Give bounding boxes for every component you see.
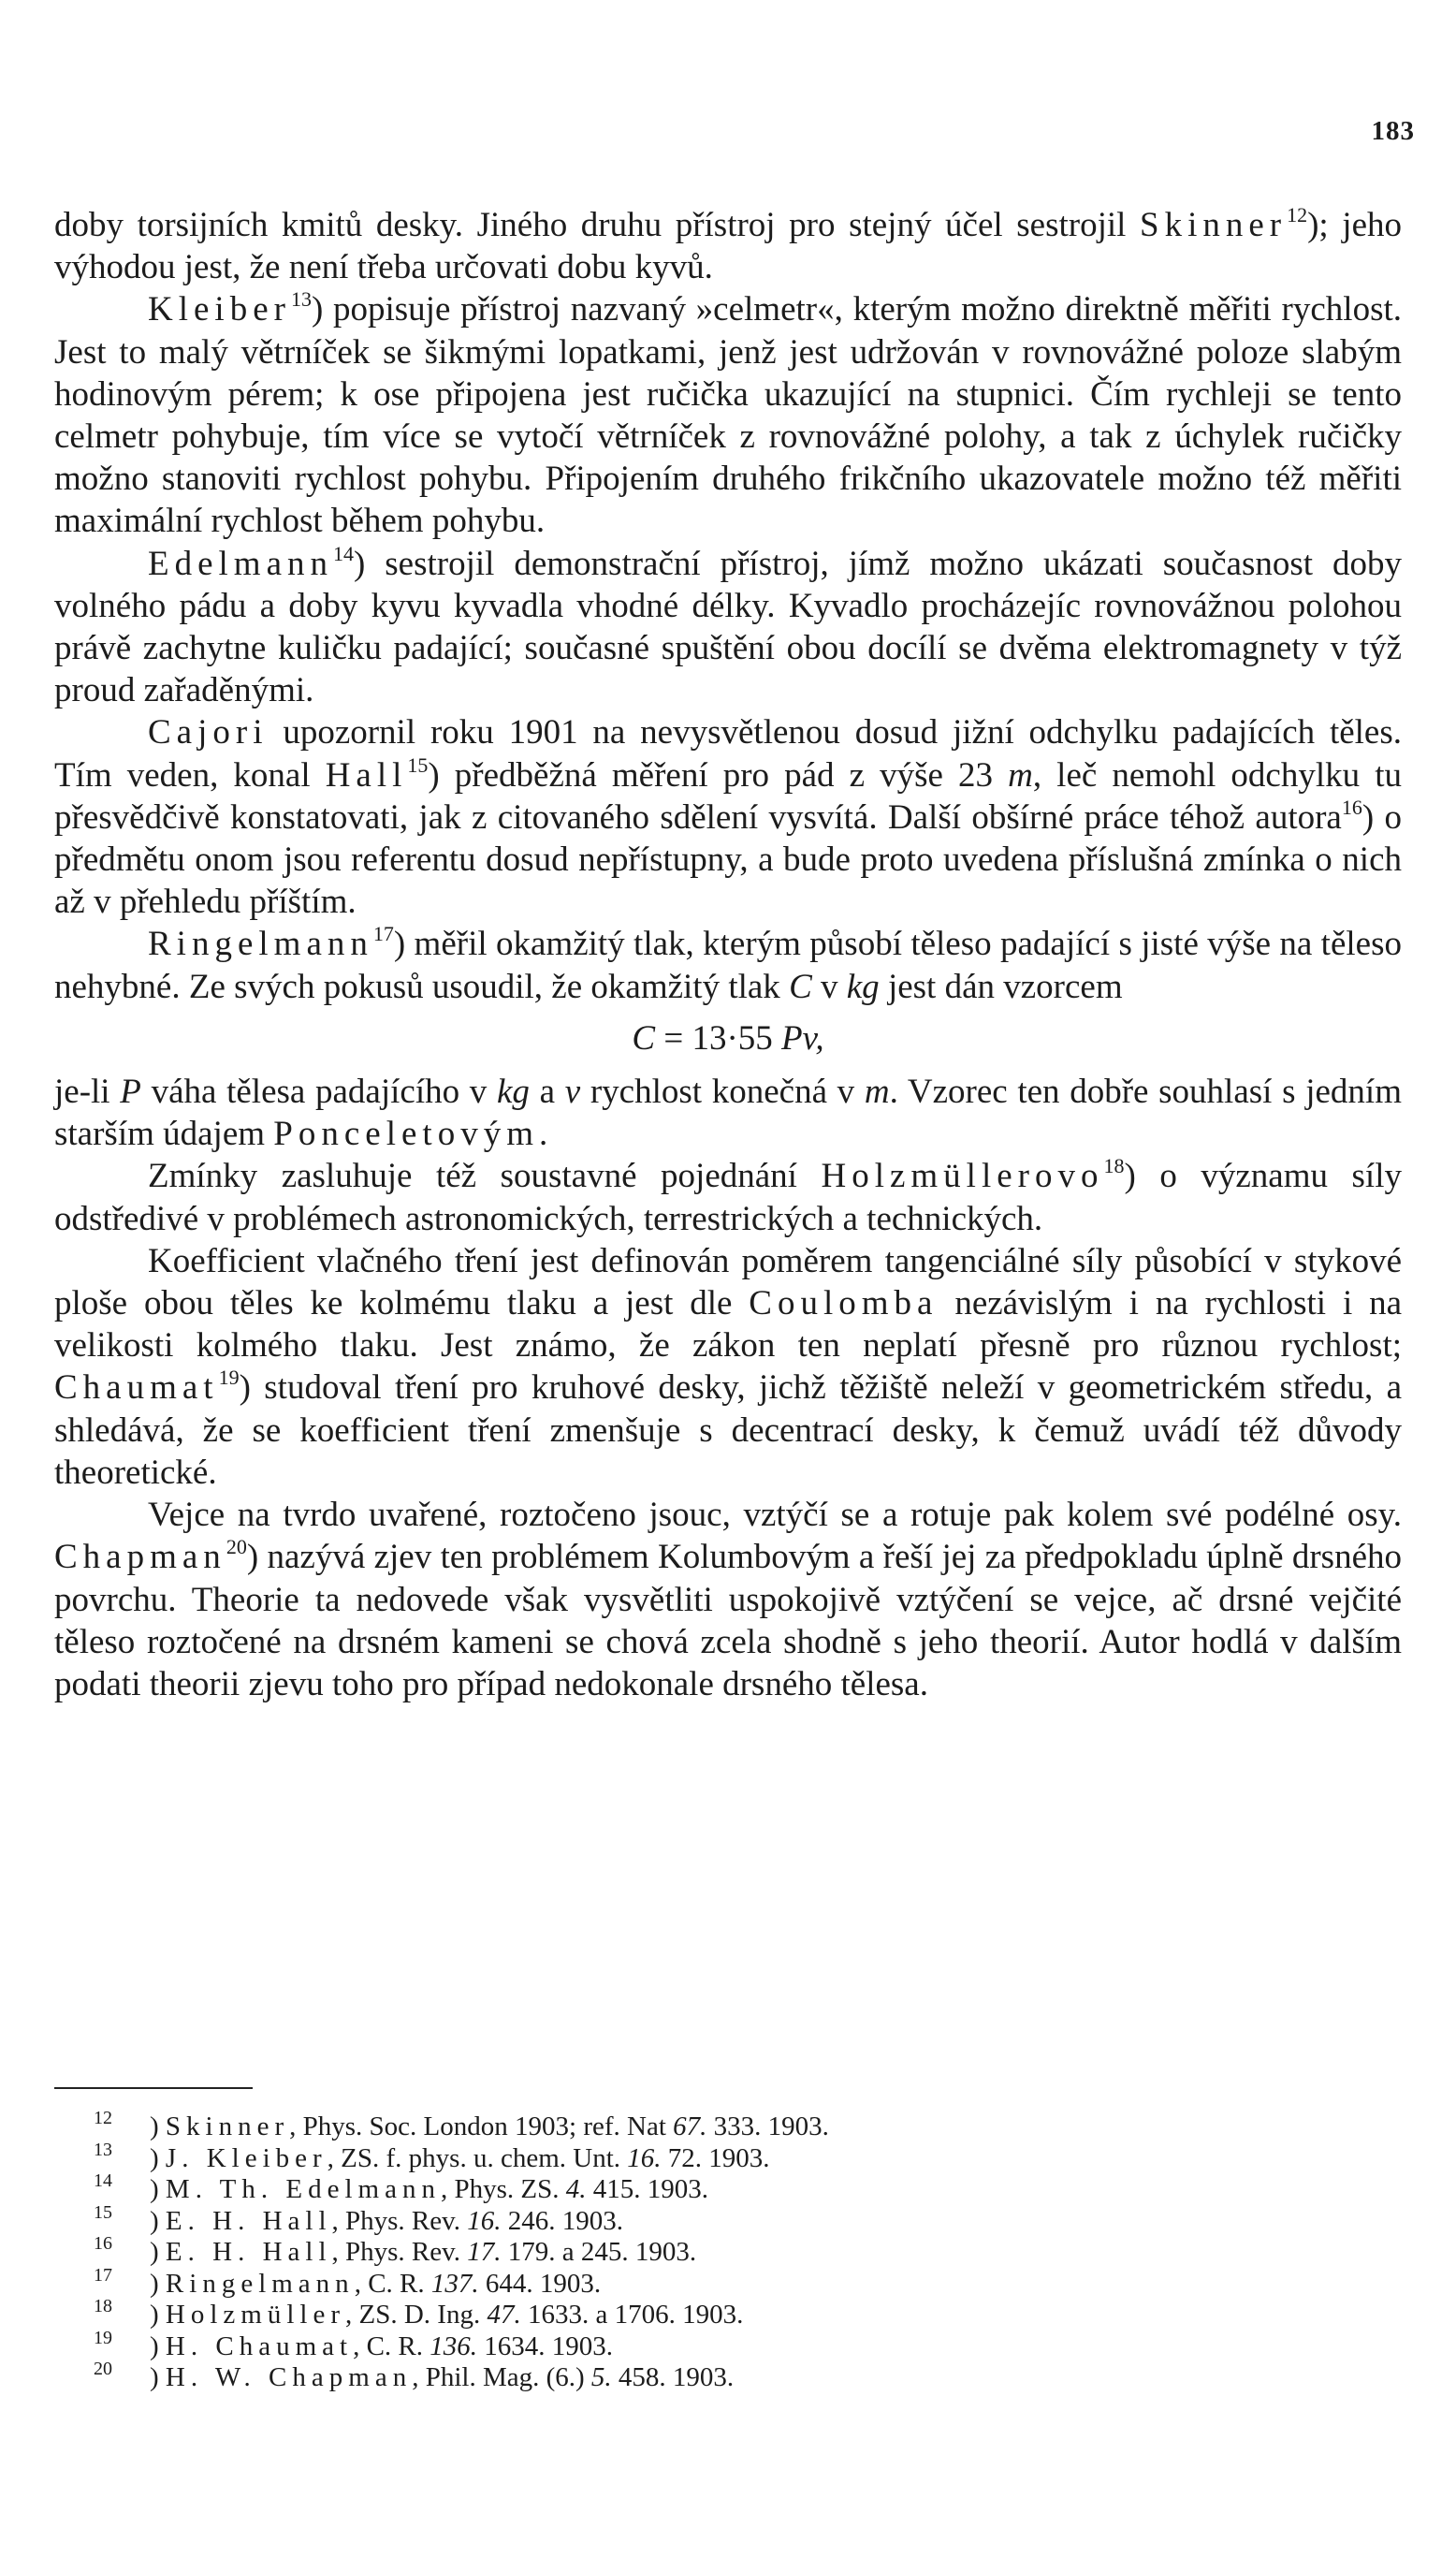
text-run: je-li: [54, 1073, 121, 1112]
text-run: ) o významu síly odstředivé v problémech astronomických, terrestrických a technických.: [54, 1157, 1402, 1238]
text-run: jest dán vzorcem: [879, 967, 1123, 1006]
author-name: J. Kleiber: [165, 2142, 328, 2173]
author-name: Edelmann: [148, 544, 334, 583]
text-run: , ZS. f. phys. u. chem. Unt.: [327, 2142, 628, 2173]
text-run: váha tělesa padajícího v: [140, 1073, 497, 1112]
text-run: nezávislým i na rychlosti i na velikosti kolmého tlaku. Jest známo, že zákon ten neplatí přesně pro různou rychlost;: [54, 1284, 1402, 1366]
text-run: , C. R.: [353, 2331, 430, 2361]
text-run: .: [538, 1115, 548, 1154]
text-run: ) sestrojil demonstrační přístroj, jímž možno ukázati současnost doby volného pádu a doby kyvu kyvadla vhodné délky. Kyvadlo procházejíc rovnovážnou polohou právě zachytne kuličku padající; současné spuštění obou docílí se dvěma elektromagnety v týž proud zařaděnými.: [54, 544, 1402, 710]
italic-text: m: [864, 1073, 890, 1112]
footnote-paren: ): [150, 2237, 166, 2267]
paragraph: [54, 288, 1402, 542]
author-name: Hall: [325, 755, 408, 795]
footnote-paren: ): [150, 2268, 166, 2299]
italic-text: 137.: [430, 2268, 479, 2299]
italic-text: C: [789, 967, 812, 1006]
paragraph: [54, 711, 1402, 923]
footnote-paren: ): [150, 2331, 166, 2361]
text-run: , Phys. Soc. London 1903; ref. Nat: [289, 2111, 674, 2141]
footnote-ref: 16: [1341, 795, 1362, 819]
italic-text: P: [120, 1073, 141, 1112]
paragraph: [54, 923, 1402, 1007]
footnote-paren: ): [150, 2174, 166, 2204]
footnote-paren: ): [150, 2362, 166, 2392]
text-run: rychlost konečná v: [580, 1073, 865, 1112]
text-run: ) studoval tření pro kruhové desky, jichž těžiště neleží v geometrickém středu, a shledává, že se koefficient tření zmenšuje s decentrací desky, k čemuž uvádí též důvody theoretické.: [54, 1368, 1402, 1492]
footnote-paren: ): [150, 2205, 166, 2236]
italic-text: 4.: [565, 2174, 587, 2204]
text-run: upozornil roku 1901 na nevysvětlenou dosud jižní odchylku padajících těles. Tím veden, konal: [54, 713, 1402, 795]
footnote: 18 ) Holzmüller, ZS. D. Ing. 47. 1633. a 1706. 1903.: [94, 2296, 744, 2330]
italic-text: 5.: [590, 2362, 612, 2392]
italic-text: kg: [496, 1073, 530, 1112]
footnote-ref: 18: [1103, 1154, 1125, 1178]
footnote: 19 ) H. Chaumat, C. R. 136. 1634. 1903.: [94, 2327, 614, 2361]
italic-text: 67.: [673, 2111, 707, 2141]
text-run: 644. 1903.: [478, 2268, 602, 2299]
paragraph: [54, 204, 1402, 288]
page-number: 183: [1371, 116, 1415, 146]
text-run: 458. 1903.: [611, 2362, 735, 2392]
italic-text: 16.: [627, 2142, 662, 2173]
footnote: 13 ) J. Kleiber, ZS. f. phys. u. chem. Unt. 16. 72. 1903.: [94, 2139, 770, 2173]
text-run: , Phys. ZS.: [440, 2174, 566, 2204]
author-name: ovo: [1035, 1157, 1104, 1196]
paragraph: [54, 1071, 1402, 1155]
text-run: , leč nemohl odchylku tu přesvědčivě konstatovati, jak z citovaného sdělení vysvítá. Další obšírné práce téhož autora: [54, 755, 1402, 837]
text-run: Vejce na tvrdo uvařené, roztočeno jsouc, vztýčí se a rotuje pak kolem své podélné osy.: [148, 1496, 1402, 1535]
footnote-paren: ): [150, 2300, 166, 2330]
italic-text: v: [564, 1073, 581, 1112]
author-name: H. Chaumat: [165, 2331, 354, 2361]
author-name: Chaumat: [54, 1368, 219, 1408]
text-run: ) předběžná měření pro pád z výše 23: [428, 755, 1009, 795]
text-run: 333. 1903.: [706, 2111, 829, 2141]
text-run: doby torsijních kmitů desky. Jiného druhu přístroj pro stejný účel sestrojil: [54, 206, 1140, 244]
footnote-paren: ): [150, 2111, 166, 2141]
text-run: Zmínky zasluhuje též soustavné pojednání: [148, 1157, 822, 1196]
paragraph: [54, 1155, 1402, 1239]
text-run: , Phys. Rev.: [331, 2237, 468, 2267]
author-name: Holzmüller: [821, 1157, 1035, 1196]
formula: [54, 1008, 1402, 1071]
author-name: Holzmüller: [165, 2300, 345, 2330]
footnote-ref: 14: [333, 541, 355, 565]
text-run: 246. 1903.: [501, 2205, 624, 2236]
footnote: 17 ) Ringelmann, C. R. 137. 644. 1903.: [94, 2264, 602, 2299]
author-name: Ringelmann: [165, 2268, 355, 2299]
text-run: ) popisuje přístroj nazvaný »celmetr«, kterým možno direktně měřiti rychlost. Jest to malý větrníček se šikmými lopatkami, jenž jest udržován v rovnovážné poloze slabým hodinovým pérem; k ose připojena jest ručička ukazující na stupnici. Čím rychleji se tento celmetr pohybuje, tím více se vytočí větrníček z rovnovážné polohy, a tak z úchylek ručičky možno stanoviti rychlost pohybu. Připojením druhého frikčního ukazovatele možno též měřiti maximální rychlost během pohybu.: [54, 290, 1402, 541]
paragraph: [54, 1494, 1402, 1705]
author-name: ovým: [437, 1115, 539, 1154]
text-run: 179. a 245. 1903.: [501, 2237, 697, 2267]
footnote-divider: [54, 2087, 253, 2089]
author-name: Coulomba: [749, 1284, 939, 1323]
body-text: [54, 204, 1402, 1705]
author-name: Cajori: [148, 713, 269, 752]
author-name: Kleiber: [148, 290, 291, 329]
author-name: Skinner: [1140, 206, 1288, 244]
author-name: Skinner: [165, 2111, 290, 2141]
footnote-ref: 15: [407, 752, 429, 777]
footnote-ref: 13: [290, 287, 312, 312]
footnote-ref: 20: [226, 1535, 247, 1559]
italic-text: 47.: [487, 2300, 521, 2330]
author-name: M. Th. Edelmann: [165, 2174, 441, 2204]
footnote-ref: 12: [1287, 203, 1308, 226]
text-run: ) měřil okamžitý tlak, kterým působí těleso padající s jisté výše na těleso nehybné. Ze svých pokusů usoudil, že okamžitý tlak: [54, 925, 1402, 1006]
text-run: 1634. 1903.: [477, 2331, 614, 2361]
footnote: 15 ) E. H. Hall, Phys. Rev. 16. 246. 1903.: [94, 2201, 624, 2236]
footnote-paren: ): [150, 2142, 166, 2173]
footnote-ref: 19: [218, 1366, 240, 1390]
footnotes: [94, 2108, 1273, 2394]
text-run: , ZS. D. Ing.: [345, 2300, 488, 2330]
italic-text: kg: [846, 967, 880, 1006]
text-run: ) nazývá zjev ten problémem Kolumbovým a řeší jej za předpokladu úplně drsného povrchu. Theorie ta nedovede však vysvětliti uspokojivě vztýčení se vejce, ač drsné vejčité těleso roztočené na drsném kameni se chová zcela shodně s jeho theorií. Autor hodlá v dalším podati theorii zjevu toho pro případ nedokonale drsného tělesa.: [54, 1538, 1402, 1703]
author-name: E. H. Hall: [165, 2237, 332, 2267]
text-run: 415. 1903.: [586, 2174, 708, 2204]
text-run: v: [811, 967, 847, 1006]
italic-text: 136.: [430, 2331, 478, 2361]
text-run: Koefficient vlačného tření jest definován poměrem tangenciálné síly působící v stykové ploše obou těles ke kolmému tlaku a jest dle: [54, 1241, 1402, 1323]
formula-rhs: Pv,: [781, 1018, 824, 1058]
text-run: 1633. a 1706. 1903.: [520, 2300, 744, 2330]
text-run: ); jeho výhodou jest, že není třeba určovati dobu kyvů.: [54, 206, 1402, 287]
footnote: 12 ) Skinner, Phys. Soc. London 1903; ref. Nat 67. 333. 1903.: [94, 2108, 829, 2141]
text-run: 72. 1903.: [661, 2142, 770, 2173]
text-run: a: [529, 1073, 565, 1112]
text-run: ) o předmětu onom jsou referentu dosud nepřístupny, a bude proto uvedena příslušná zmínka o nich až v přehledu příštím.: [54, 797, 1402, 922]
author-name: H. W. Chapman: [165, 2362, 413, 2392]
text-run: , Phil. Mag. (6.): [412, 2362, 591, 2392]
italic-text: m: [1008, 755, 1033, 795]
author-name: E. H. Hall: [165, 2205, 332, 2236]
italic-text: 16.: [467, 2205, 502, 2236]
text-run: , Phys. Rev.: [331, 2205, 468, 2236]
formula-coef: 13·55: [692, 1018, 773, 1058]
author-name: Poncelet: [273, 1115, 438, 1154]
footnote: 14 ) M. Th. Edelmann, Phys. ZS. 4. 415. 1903.: [94, 2170, 708, 2204]
text-run: , C. R.: [354, 2268, 431, 2299]
author-name: Chapman: [54, 1538, 226, 1577]
text-run: . Vzorec ten dobře souhlasí s jedním starším údajem: [54, 1073, 1402, 1154]
formula-eq: =: [663, 1018, 684, 1058]
footnote: 16 ) E. H. Hall, Phys. Rev. 17. 179. a 245. 1903.: [94, 2233, 697, 2267]
footnote-ref: 17: [372, 922, 394, 946]
paragraph: [54, 543, 1402, 712]
italic-text: 17.: [467, 2237, 502, 2267]
formula-lhs: C: [632, 1018, 656, 1058]
paragraph: [54, 1240, 1402, 1494]
author-name: Ringelmann: [148, 925, 373, 964]
footnote: 20 ) H. W. Chapman, Phil. Mag. (6.) 5. 458. 1903.: [94, 2359, 735, 2392]
